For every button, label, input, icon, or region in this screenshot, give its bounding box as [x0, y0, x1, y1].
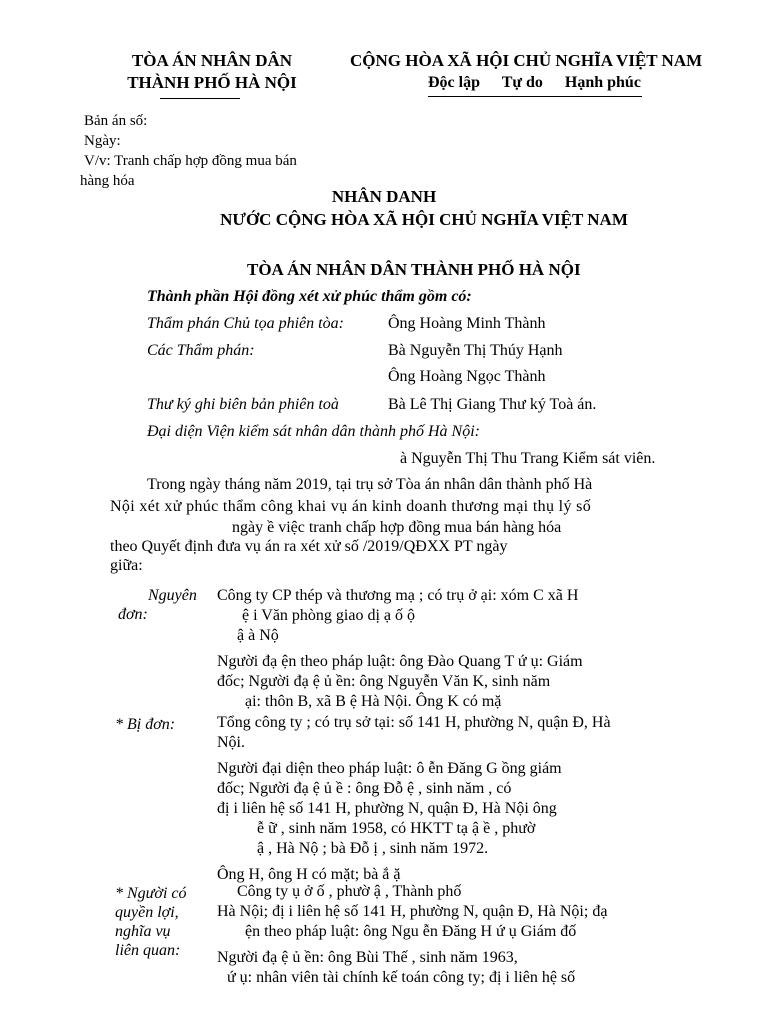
plaintiff-line: đốc; Người đạ ệ ủ ền: ông Nguyễn Văn K, sinh năm: [217, 673, 551, 690]
plaintiff-line: ậ à Nộ: [237, 627, 279, 644]
defendant-line: đốc; Người đạ ệ ủ ề : ông Đỗ ệ , sinh năm , có: [217, 780, 512, 797]
defendant-info: [217, 713, 611, 885]
motto-freedom: Tự do: [501, 74, 543, 91]
case-subject-line1: V/v: Tranh chấp hợp đồng mua bán: [84, 153, 297, 169]
plaintiff-line: Công ty CP thép và thương mạ ; có trụ ở ại: xóm C xã H: [217, 587, 579, 604]
clerk-name: Bà Lê Thị Giang Thư ký Toà án.: [388, 396, 597, 413]
judge-2-name: Ông Hoàng Ngọc Thành: [388, 368, 546, 385]
defendant-label: * Bị đơn:: [115, 716, 176, 733]
clerk-label: Thư ký ghi biên bản phiên toà: [147, 396, 339, 413]
related-party-info: [217, 882, 607, 988]
related-label-line: nghĩa vụ: [115, 923, 171, 940]
related-line: Hà Nội; đị i liên hệ số 141 H, phường N, quận Đ, Hà Nội; đạ: [217, 903, 608, 920]
defendant-line: Ông H, ông H có mặt; bà ắ ặ: [217, 866, 401, 883]
court-name-header: [112, 50, 312, 94]
motto-happiness: Hạnh phúc: [564, 74, 641, 91]
national-motto: [428, 72, 641, 94]
court-title: TÒA ÁN NHÂN DÂN THÀNH PHỐ HÀ NỘI: [247, 260, 581, 279]
presiding-judge-label: Thẩm phán Chủ tọa phiên tòa:: [147, 315, 344, 332]
plaintiff-label-line1: Nguyên: [148, 587, 197, 604]
court-name-line2: THÀNH PHỐ HÀ NỘI: [127, 73, 297, 92]
related-line: Công ty ụ ở ố , phườ ậ , Thành phố: [237, 883, 462, 900]
procuracy-name: à Nguyễn Thị Thu Trang Kiểm sát viên.: [400, 450, 656, 467]
judgment-date: Ngày:: [84, 133, 121, 149]
defendant-line: Tổng công ty ; có trụ sở tại: số 141 H, phường N, quận Đ, Hà: [217, 714, 611, 731]
defendant-line: đị i liên hệ số 141 H, phường N, quận Đ, Hà Nội ông: [217, 800, 557, 817]
related-label-line: quyền lợi,: [115, 904, 179, 921]
header-right-rule: [428, 96, 642, 97]
plaintiff-line: ại: thôn B, xã B ệ Hà Nội. Ông K có mặ: [245, 693, 502, 710]
plaintiff-info: [217, 586, 583, 712]
court-name-line1: TÒA ÁN NHÂN DÂN: [131, 51, 293, 70]
plaintiff-line: Người đạ ện theo pháp luật: ông Đào Quang T ứ ụ: Giám: [217, 653, 583, 670]
intro-line-5: giữa:: [110, 557, 143, 574]
related-line: ứ ụ: nhân viên tài chính kế toán công ty; đị i liên hệ số: [227, 969, 576, 986]
case-subject-line2: hàng hóa: [80, 173, 135, 189]
procuracy-label: Đại diện Viện kiểm sát nhân dân thành phố Hà Nội:: [147, 423, 480, 440]
intro-line-4: theo Quyết định đưa vụ án ra xét xử số /2019/QĐXX PT ngày: [110, 538, 508, 555]
presiding-judge-name: Ông Hoàng Minh Thành: [388, 315, 546, 332]
related-label-line: * Người có: [115, 885, 187, 902]
defendant-line: Người đại diện theo pháp luật: ô ễn Đăng G ồng giám: [217, 760, 562, 777]
plaintiff-label: [118, 586, 197, 624]
defendant-line: Nội.: [217, 734, 245, 751]
panel-heading: Thành phần Hội đồng xét xử phúc thẩm gồm có:: [147, 288, 472, 305]
intro-line-2: Nội xét xử phúc thẩm công khai vụ án kinh doanh thương mại thụ lý số: [110, 498, 592, 515]
related-label-line: liên quan:: [115, 942, 181, 959]
related-party-label: [115, 884, 186, 960]
in-the-name-of-nation: NƯỚC CỘNG HÒA XÃ HỘI CHỦ NGHĨA VIỆT NAM: [220, 210, 628, 229]
defendant-line: ậ , Hà Nộ ; bà Đỗ ị , sinh năm 1972.: [257, 840, 489, 857]
motto-independence: Độc lập: [428, 74, 480, 91]
in-the-name-of: NHÂN DANH: [331, 187, 437, 206]
intro-line-1: Trong ngày tháng năm 2019, tại trụ sở Tòa án nhân dân thành phố Hà: [147, 476, 593, 493]
judge-1-name: Bà Nguyễn Thị Thúy Hạnh: [388, 342, 563, 359]
intro-line-3: ngày ề việc tranh chấp hợp đồng mua bán hàng hóa: [232, 519, 562, 536]
judgment-number: Bản án số:: [84, 113, 148, 129]
judges-label: Các Thẩm phán:: [147, 342, 255, 359]
defendant-line: ễ ữ , sinh năm 1958, có HKTT tạ ậ ề , phườ: [257, 820, 536, 837]
related-line: Người đạ ệ ủ ền: ông Bùi Thế , sinh năm 1963,: [217, 949, 518, 966]
plaintiff-label-line2: đơn:: [118, 606, 148, 623]
case-info: [80, 111, 297, 191]
header-left-rule: [160, 98, 240, 99]
related-line: ện theo pháp luật: ông Ngu ễn Đăng H ứ ụ Giám đố: [245, 923, 577, 940]
nation-title: CỘNG HÒA XÃ HỘI CHỦ NGHĨA VIỆT NAM: [350, 51, 703, 70]
plaintiff-line: ệ i Văn phòng giao dị ạ ố ộ: [242, 607, 416, 624]
